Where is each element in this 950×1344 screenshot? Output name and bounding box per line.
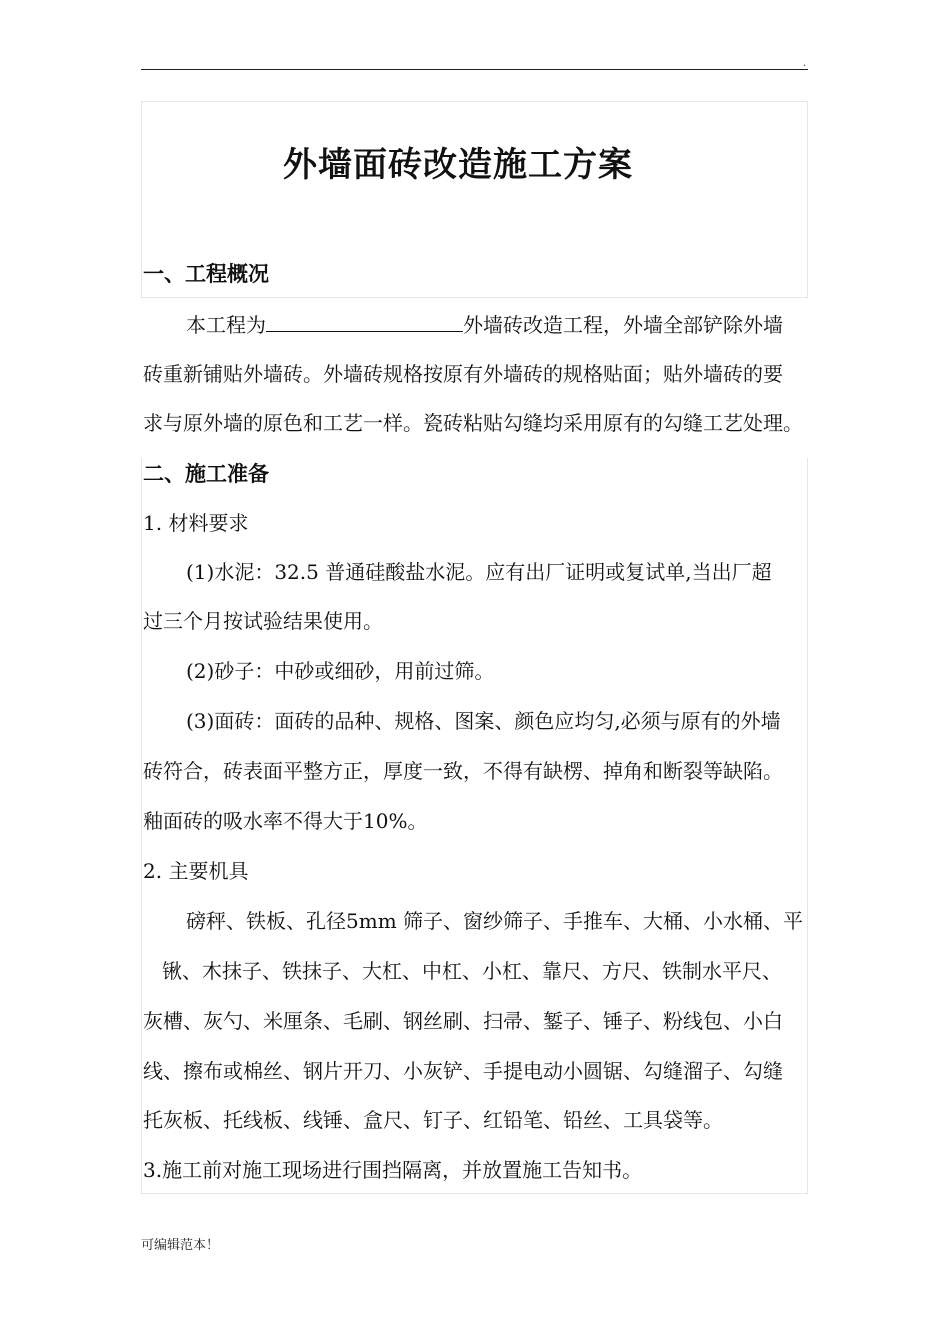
tile-line-1: (3)面砖：面砖的品种、规格、图案、颜色应均匀,必须与原有的外墙 (186, 709, 781, 733)
header-mark: . (803, 58, 807, 69)
section-heading-preparation: 二、施工准备 (143, 461, 269, 486)
header-rule (141, 69, 808, 70)
tools-heading: 2. 主要机具 (143, 859, 249, 883)
sand-line: (2)砂子：中砂或细砂，用前过筛。 (186, 659, 495, 683)
footer-note: 可编辑范本！ (141, 1238, 220, 1253)
tile-line-3: 釉面砖的吸水率不得大于10%。 (143, 809, 428, 833)
cement-line-2: 过三个月按试验结果使用。 (143, 609, 383, 633)
tools-line-3: 灰槽、灰勺、米厘条、毛刷、钢丝刷、扫帚、錾子、锤子、粉线包、小白 (143, 1009, 783, 1033)
tools-line-2: 锹、木抹子、铁抹子、大杠、中杠、小杠、靠尺、方尺、铁制水平尺、 (162, 959, 782, 983)
tile-line-2: 砖符合，砖表面平整方正，厚度一致，不得有缺楞、掉角和断裂等缺陷。 (143, 759, 783, 783)
materials-heading: 1. 材料要求 (143, 511, 249, 535)
document-title: 外墙面砖改造施工方案 (283, 145, 633, 185)
overview-line-1-end: 外墙砖改造工程，外墙全部铲除外墙 (463, 313, 783, 337)
section-heading-overview: 一、工程概况 (143, 261, 269, 286)
overview-line-1 (186, 309, 783, 338)
overview-line-1-start: 本工程为 (186, 313, 266, 337)
cement-line-1: (1)水泥：32.5 普通硅酸盐水泥。应有出厂证明或复试单,当出厂超 (186, 560, 772, 584)
tools-line-1: 磅秤、铁板、孔径5mm 筛子、窗纱筛子、手推车、大桶、小水桶、平 (186, 909, 804, 933)
tools-line-5: 托灰板、托线板、线锤、盒尺、钉子、红铅笔、铅丝、工具袋等。 (143, 1108, 723, 1132)
overview-line-3: 求与原外墙的原色和工艺一样。瓷砖粘贴勾缝均采用原有的勾缝工艺处理。 (143, 411, 803, 435)
overview-line-2: 砖重新铺贴外墙砖。外墙砖规格按原有外墙砖的规格贴面；贴外墙砖的要 (143, 362, 783, 386)
project-name-blank (266, 313, 463, 332)
tools-line-4: 线、擦布或棉丝、钢片开刀、小灰铲、手提电动小圆锯、勾缝溜子、勾缝 (143, 1059, 783, 1083)
site-preparation-line: 3.施工前对施工现场进行围挡隔离，并放置施工告知书。 (143, 1158, 643, 1182)
